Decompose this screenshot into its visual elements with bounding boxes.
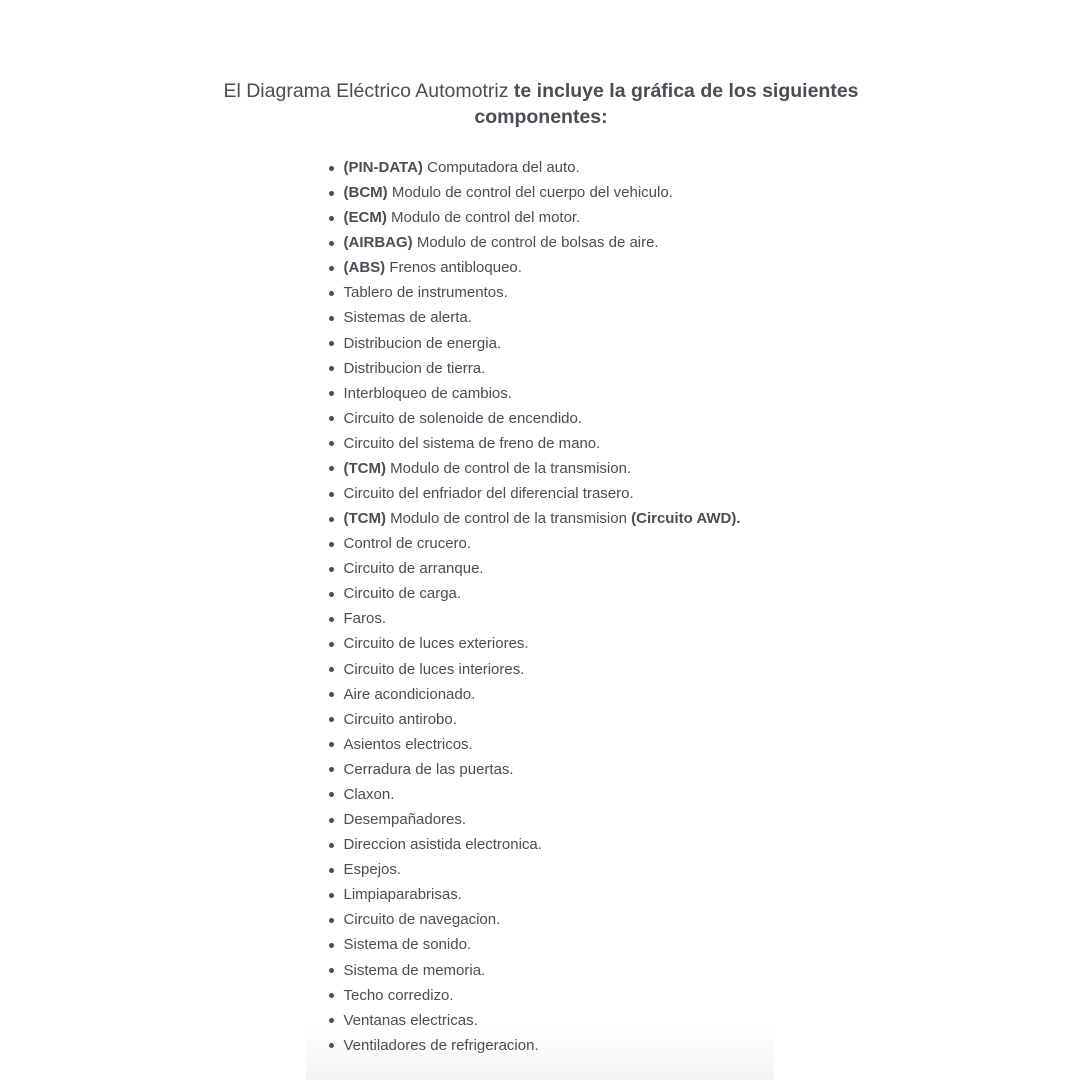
item-text: Circuito de luces interiores. <box>343 660 525 678</box>
item-text: Modulo de control del cuerpo del vehiculo. <box>387 184 673 202</box>
list-item <box>306 155 741 180</box>
item-text: Modulo de control de bolsas de aire. <box>412 234 659 252</box>
list-item <box>306 1008 741 1033</box>
item-text: Frenos antibloqueo. <box>385 259 522 277</box>
list-item <box>306 707 741 732</box>
list-item <box>306 657 741 682</box>
list-item <box>306 230 741 255</box>
item-text: Interbloqueo de cambios. <box>343 384 512 402</box>
heading-bold-text: te incluye la gráfica de los siguientes componentes: <box>474 80 859 128</box>
item-text: Espejos. <box>343 861 402 879</box>
item-text: Circuito de luces exteriores. <box>343 635 529 653</box>
list-item <box>306 682 741 707</box>
list-item <box>306 907 741 932</box>
item-text: Distribucion de tierra. <box>343 359 486 377</box>
list-item <box>306 406 741 431</box>
list-item <box>306 1033 741 1058</box>
item-text: Direccion asistida electronica. <box>343 836 542 854</box>
item-text: Circuito del sistema de freno de mano. <box>343 434 601 452</box>
list-item <box>306 481 741 506</box>
list-item <box>306 331 741 356</box>
list-item <box>306 807 741 832</box>
list-item <box>306 305 741 330</box>
item-text: Sistema de memoria. <box>343 961 486 979</box>
item-text: Techo corredizo. <box>343 986 454 1004</box>
item-text: Aire acondicionado. <box>343 685 476 703</box>
item-text: Circuito de navegacion. <box>343 911 501 929</box>
list-item <box>306 606 741 631</box>
item-text: Faros. <box>343 610 387 628</box>
item-text: Distribucion de energia. <box>343 334 502 352</box>
list-item <box>306 631 741 656</box>
list-item <box>306 506 741 531</box>
component-list-container <box>306 155 774 1080</box>
list-item <box>306 882 741 907</box>
page-heading <box>200 78 882 130</box>
item-text: Modulo de control de la transmision. <box>385 459 632 477</box>
list-item <box>306 857 741 882</box>
item-bold-label: (AIRBAG) <box>343 234 413 252</box>
list-item <box>306 581 741 606</box>
list-item <box>306 958 741 983</box>
list-item <box>306 983 741 1008</box>
item-bold-label: (PIN-DATA) <box>343 159 423 176</box>
item-text: Ventiladores de refrigeracion. <box>343 1036 539 1054</box>
list-item <box>306 556 741 581</box>
item-text: Circuito de solenoide de encendido. <box>343 409 582 427</box>
item-text: Computadora del auto. <box>422 159 580 176</box>
item-bold-suffix: (Circuito AWD). <box>631 510 741 528</box>
item-text: Circuito de arranque. <box>343 560 484 578</box>
item-text: Control de crucero. <box>343 535 472 553</box>
item-text: Ventanas electricas. <box>343 1011 478 1029</box>
list-item <box>306 431 741 456</box>
list-item <box>306 531 741 556</box>
item-text: Cerradura de las puertas. <box>343 760 514 778</box>
item-text: Asientos electricos. <box>343 735 473 753</box>
item-text: Tablero de instrumentos. <box>343 284 508 302</box>
list-item <box>306 255 741 280</box>
item-text: Desempañadores. <box>343 811 467 829</box>
item-text: Claxon. <box>343 785 395 803</box>
list-item <box>306 280 741 305</box>
item-text: Modulo de control de la transmision <box>385 510 632 528</box>
item-bold-label: (TCM) <box>343 510 386 528</box>
list-item <box>306 832 741 857</box>
list-item <box>306 732 741 757</box>
list-item <box>306 381 741 406</box>
list-item <box>306 205 741 230</box>
item-text: Circuito del enfriador del diferencial trasero. <box>343 485 634 503</box>
list-item <box>306 782 741 807</box>
list-item <box>306 932 741 957</box>
list-item <box>306 757 741 782</box>
item-text: Limpiaparabrisas. <box>343 886 462 904</box>
item-text: Sistemas de alerta. <box>343 309 472 327</box>
list-item <box>306 180 741 205</box>
item-text: Sistema de sonido. <box>343 936 472 954</box>
item-bold-label: (TCM) <box>343 459 386 477</box>
item-bold-label: (BCM) <box>343 184 388 202</box>
item-bold-label: (ECM) <box>343 209 387 227</box>
component-list <box>306 155 741 1058</box>
list-item <box>306 456 741 481</box>
item-text: Circuito antirobo. <box>343 710 457 728</box>
list-item <box>306 356 741 381</box>
item-bold-label: (ABS) <box>343 259 386 277</box>
heading-normal-text: El Diagrama Eléctrico Automotriz <box>223 80 514 102</box>
item-text: Modulo de control del motor. <box>386 209 581 227</box>
item-text: Circuito de carga. <box>343 585 462 603</box>
